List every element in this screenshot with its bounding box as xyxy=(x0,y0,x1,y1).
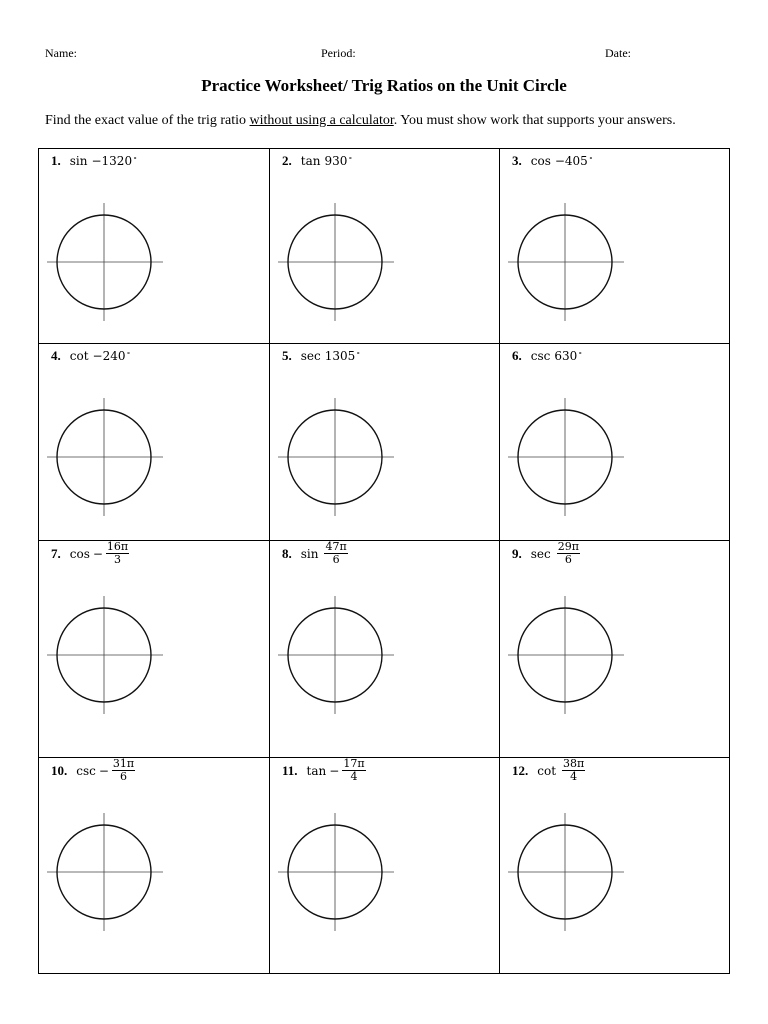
trig-function: csc xyxy=(530,349,551,363)
problem-label xyxy=(51,153,137,169)
fraction-numerator: 17π xyxy=(343,757,365,770)
problem-label xyxy=(282,541,348,566)
unit-circle-icon[interactable] xyxy=(47,813,163,931)
problem-number: 12. xyxy=(512,762,529,778)
angle-value: 630 xyxy=(554,349,578,363)
fraction-numerator: 47π xyxy=(325,540,347,553)
problem-row xyxy=(39,149,729,344)
problem-cell[interactable] xyxy=(500,149,729,343)
instructions-text: Find the exact value of the trig ratio xyxy=(45,113,250,128)
trig-function: sec xyxy=(300,349,321,363)
trig-expression xyxy=(531,349,583,363)
period-label: Period: xyxy=(321,46,356,60)
trig-expression xyxy=(307,758,366,783)
trig-expression xyxy=(76,758,135,783)
unit-circle-icon[interactable] xyxy=(508,596,624,714)
problem-cell[interactable] xyxy=(39,541,270,757)
problem-label xyxy=(282,153,352,169)
degree-symbol: ˚ xyxy=(588,156,593,166)
angle-fraction xyxy=(557,541,580,566)
problem-cell[interactable] xyxy=(500,344,729,540)
angle-fraction xyxy=(562,758,585,783)
trig-function: cot xyxy=(69,349,89,363)
trig-function: cos xyxy=(69,546,90,561)
problem-label xyxy=(512,758,585,783)
fraction-denominator: 6 xyxy=(564,553,572,566)
angle-value: −405 xyxy=(554,154,588,168)
problem-number: 2. xyxy=(282,153,292,168)
problem-cell[interactable] xyxy=(500,758,729,973)
worksheet-title: Practice Worksheet/ Trig Ratios on the Unit Circle xyxy=(201,76,567,95)
problem-cell[interactable] xyxy=(270,344,500,540)
problem-cell[interactable] xyxy=(500,541,729,757)
angle-value: 1305 xyxy=(324,349,356,363)
problem-number: 4. xyxy=(51,348,61,363)
trig-expression xyxy=(70,541,129,566)
problem-label xyxy=(512,153,593,169)
problem-label xyxy=(512,541,580,566)
problem-label xyxy=(51,758,135,783)
degree-symbol: ˚ xyxy=(133,156,138,166)
trig-function: sin xyxy=(69,154,88,168)
instructions-text-end: . You must show work that supports your answers. xyxy=(393,113,676,128)
fraction-numerator: 31π xyxy=(112,757,135,770)
fraction-numerator: 16π xyxy=(106,540,129,553)
problem-cell[interactable] xyxy=(39,758,270,973)
name-label: Name: xyxy=(45,46,77,60)
problem-number: 6. xyxy=(512,348,522,363)
unit-circle-icon[interactable] xyxy=(278,203,394,321)
problem-cell[interactable] xyxy=(270,149,500,343)
angle-value: 930 xyxy=(324,154,348,168)
unit-circle-icon[interactable] xyxy=(508,398,624,516)
problem-row xyxy=(39,758,729,973)
negative-sign: − xyxy=(329,763,340,778)
trig-function: cot xyxy=(537,763,557,778)
fraction-numerator: 38π xyxy=(563,757,585,770)
trig-expression xyxy=(70,349,131,363)
unit-circle-icon[interactable] xyxy=(508,813,624,931)
date-label: Date: xyxy=(605,46,631,60)
angle-fraction xyxy=(106,541,129,566)
unit-circle-icon[interactable] xyxy=(278,398,394,516)
problem-label xyxy=(51,348,131,364)
angle-fraction xyxy=(342,758,365,783)
degree-symbol: ˚ xyxy=(126,351,131,361)
trig-expression xyxy=(301,154,353,168)
problem-row xyxy=(39,541,729,758)
problem-cell[interactable] xyxy=(270,758,500,973)
problem-cell[interactable] xyxy=(39,344,270,540)
fraction-denominator: 4 xyxy=(570,770,578,783)
unit-circle-icon[interactable] xyxy=(278,596,394,714)
degree-symbol: ˚ xyxy=(356,351,361,361)
fraction-numerator: 29π xyxy=(557,540,579,553)
unit-circle-icon[interactable] xyxy=(47,596,163,714)
trig-expression xyxy=(531,541,580,566)
fraction-denominator: 6 xyxy=(120,770,128,783)
trig-function: tan xyxy=(306,763,327,778)
problem-number: 10. xyxy=(51,762,68,778)
unit-circle-icon[interactable] xyxy=(47,203,163,321)
trig-expression xyxy=(301,349,361,363)
trig-expression xyxy=(301,541,348,566)
problem-number: 11. xyxy=(282,762,298,778)
degree-symbol: ˚ xyxy=(348,156,353,166)
trig-function: sec xyxy=(530,546,551,561)
angle-fraction xyxy=(324,541,347,566)
instructions-underlined: without using a calculator xyxy=(249,113,394,128)
problem-cell[interactable] xyxy=(270,541,500,757)
problem-row xyxy=(39,344,729,541)
angle-fraction xyxy=(112,758,135,783)
unit-circle-icon[interactable] xyxy=(278,813,394,931)
fraction-denominator: 6 xyxy=(332,553,340,566)
fraction-denominator: 3 xyxy=(114,553,122,566)
problem-number: 3. xyxy=(512,153,522,168)
problem-number: 8. xyxy=(282,545,292,561)
negative-sign: − xyxy=(92,546,103,561)
trig-function: cos xyxy=(530,154,551,168)
problem-label xyxy=(51,541,129,566)
unit-circle-icon[interactable] xyxy=(508,203,624,321)
degree-symbol: ˚ xyxy=(578,351,583,361)
negative-sign: − xyxy=(98,763,109,778)
trig-function: csc xyxy=(76,763,96,778)
angle-value: −240 xyxy=(92,349,126,363)
trig-function: tan xyxy=(300,154,321,168)
trig-function: sin xyxy=(300,546,319,561)
trig-expression xyxy=(537,758,585,783)
fraction-denominator: 4 xyxy=(350,770,358,783)
unit-circle-icon[interactable] xyxy=(47,398,163,516)
problem-grid xyxy=(38,148,730,974)
problem-label xyxy=(512,348,582,364)
problem-number: 9. xyxy=(512,545,522,561)
problem-label xyxy=(282,348,360,364)
angle-value: −1320 xyxy=(91,154,133,168)
trig-expression xyxy=(70,154,137,168)
instructions xyxy=(45,112,735,129)
problem-number: 7. xyxy=(51,545,61,561)
problem-label xyxy=(282,758,366,783)
problem-cell[interactable] xyxy=(39,149,270,343)
trig-expression xyxy=(531,154,593,168)
problem-number: 1. xyxy=(51,153,61,168)
problem-number: 5. xyxy=(282,348,292,363)
